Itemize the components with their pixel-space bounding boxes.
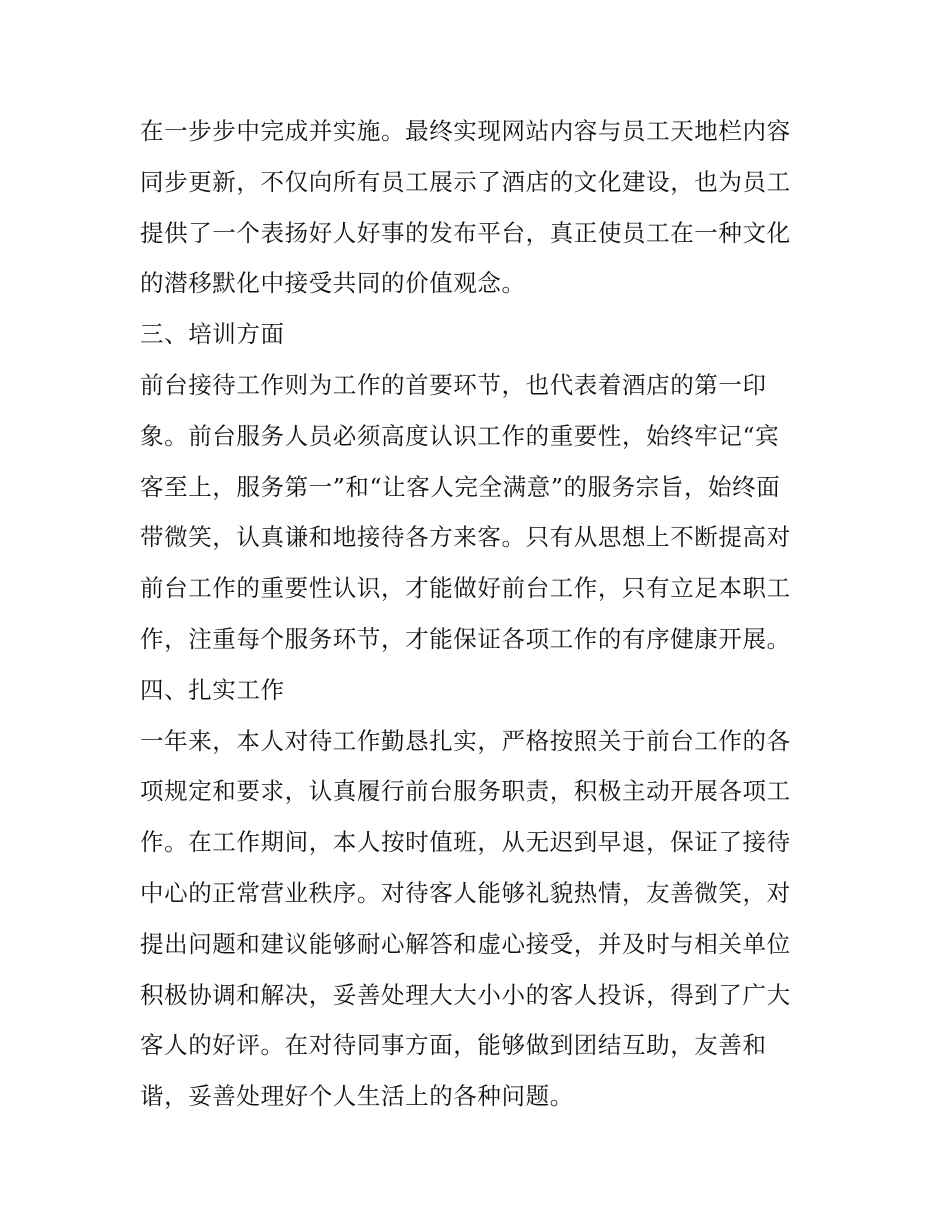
paragraph-line: 谐，妥善处理好个人生活上的各种问题。 (140, 1082, 574, 1111)
paragraph-line: 前台工作的重要性认识，才能做好前台工作，只有立足本职工 (140, 574, 791, 603)
paragraph-line: 提出问题和建议能够耐心解答和虚心接受，并及时与相关单位 (140, 929, 791, 958)
section-heading-training: 三、培训方面 (140, 320, 285, 349)
document-body (140, 106, 820, 1122)
paragraph-line: 客人的好评。在对待同事方面，能够做到团结互助，友善和 (140, 1031, 767, 1060)
paragraph-line: 同步更新，不仅向所有员工展示了酒店的文化建设，也为员工 (140, 167, 791, 196)
paragraph-line: 作。在工作期间，本人按时值班，从无迟到早退，保证了接待 (140, 828, 791, 857)
paragraph-line: 象。前台服务人员必须高度认识工作的重要性，始终牢记“宾 (140, 421, 780, 450)
paragraph-line: 带微笑，认真谦和地接待各方来客。只有从思想上不断提高对 (140, 523, 791, 552)
paragraph-line: 项规定和要求，认真履行前台服务职责，积极主动开展各项工 (140, 777, 791, 806)
paragraph-line: 中心的正常营业秩序。对待客人能够礼貌热情，友善微笑，对 (140, 878, 791, 907)
paragraph-line: 在一步步中完成并实施。最终实现网站内容与员工天地栏内容 (140, 117, 791, 145)
paragraph-line: 积极协调和解决，妥善处理大大小小的客人投诉，得到了广大 (140, 980, 791, 1009)
paragraph-line: 一年来，本人对待工作勤恳扎实，严格按照关于前台工作的各 (140, 726, 791, 755)
paragraph-line: 提供了一个表扬好人好事的发布平台，真正使员工在一种文化 (140, 218, 791, 247)
paragraph-line: 作，注重每个服务环节，才能保证各项工作的有序健康开展。 (140, 624, 791, 653)
paragraph-line: 客至上，服务第一”和“让客人完全满意”的服务宗旨，始终面 (140, 472, 781, 501)
section-heading-solid-work: 四、扎实工作 (140, 675, 285, 704)
paragraph-line: 前台接待工作则为工作的首要环节，也代表着酒店的第一印 (140, 370, 767, 399)
paragraph-line: 的潜移默化中接受共同的价值观念。 (140, 269, 526, 298)
